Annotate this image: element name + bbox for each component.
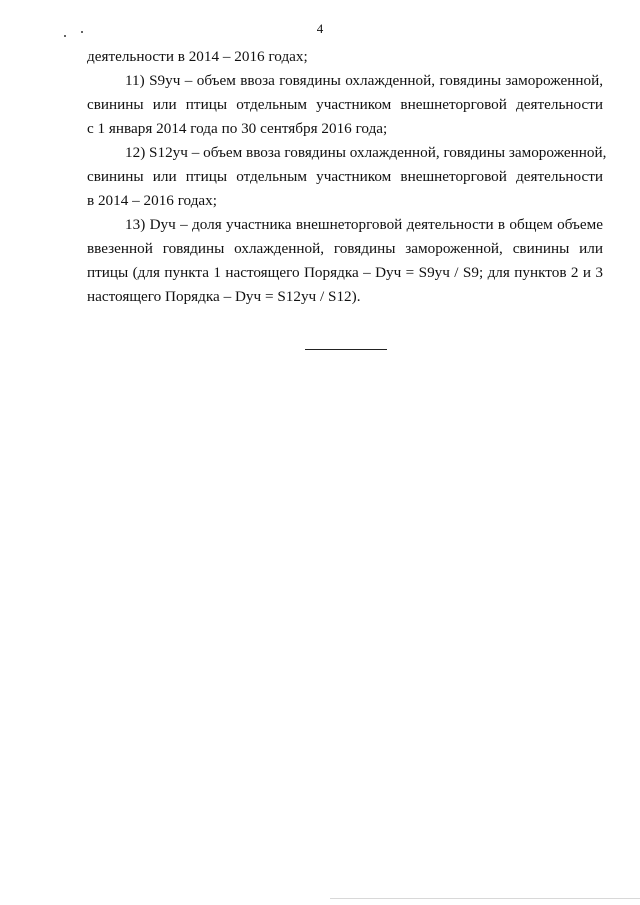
- body-line: настоящего Порядка – Dуч = S12уч / S12).: [87, 288, 361, 305]
- body-line: деятельности в 2014 – 2016 годах;: [87, 48, 308, 65]
- body-line: с 1 января 2014 года по 30 сентября 2016 года;: [87, 120, 388, 137]
- page-number: 4: [316, 21, 324, 36]
- item-13-line: 13) Dуч – доля участника внешнеторговой деятельности в общем объеме: [125, 216, 603, 233]
- body-line: ввезенной говядины охлажденной, говядины замороженной, свинины или: [87, 240, 603, 257]
- body-line: свинины или птицы отдельным участником внешнеторговой деятельности: [87, 96, 603, 113]
- item-11-line: 11) S9уч – объем ввоза говядины охлажденной, говядины замороженной,: [125, 72, 603, 89]
- end-of-document-rule: [305, 349, 387, 350]
- body-line: птицы (для пункта 1 настоящего Порядка – Dуч = S9уч / S9; для пунктов 2 и 3: [87, 264, 603, 281]
- item-12-line: 12) S12уч – объем ввоза говядины охлажденной, говядины замороженной,: [125, 144, 607, 161]
- body-line: в 2014 – 2016 годах;: [87, 192, 217, 209]
- scan-edge-line: [330, 898, 640, 899]
- body-line: свинины или птицы отдельным участником внешнеторговой деятельности: [87, 168, 603, 185]
